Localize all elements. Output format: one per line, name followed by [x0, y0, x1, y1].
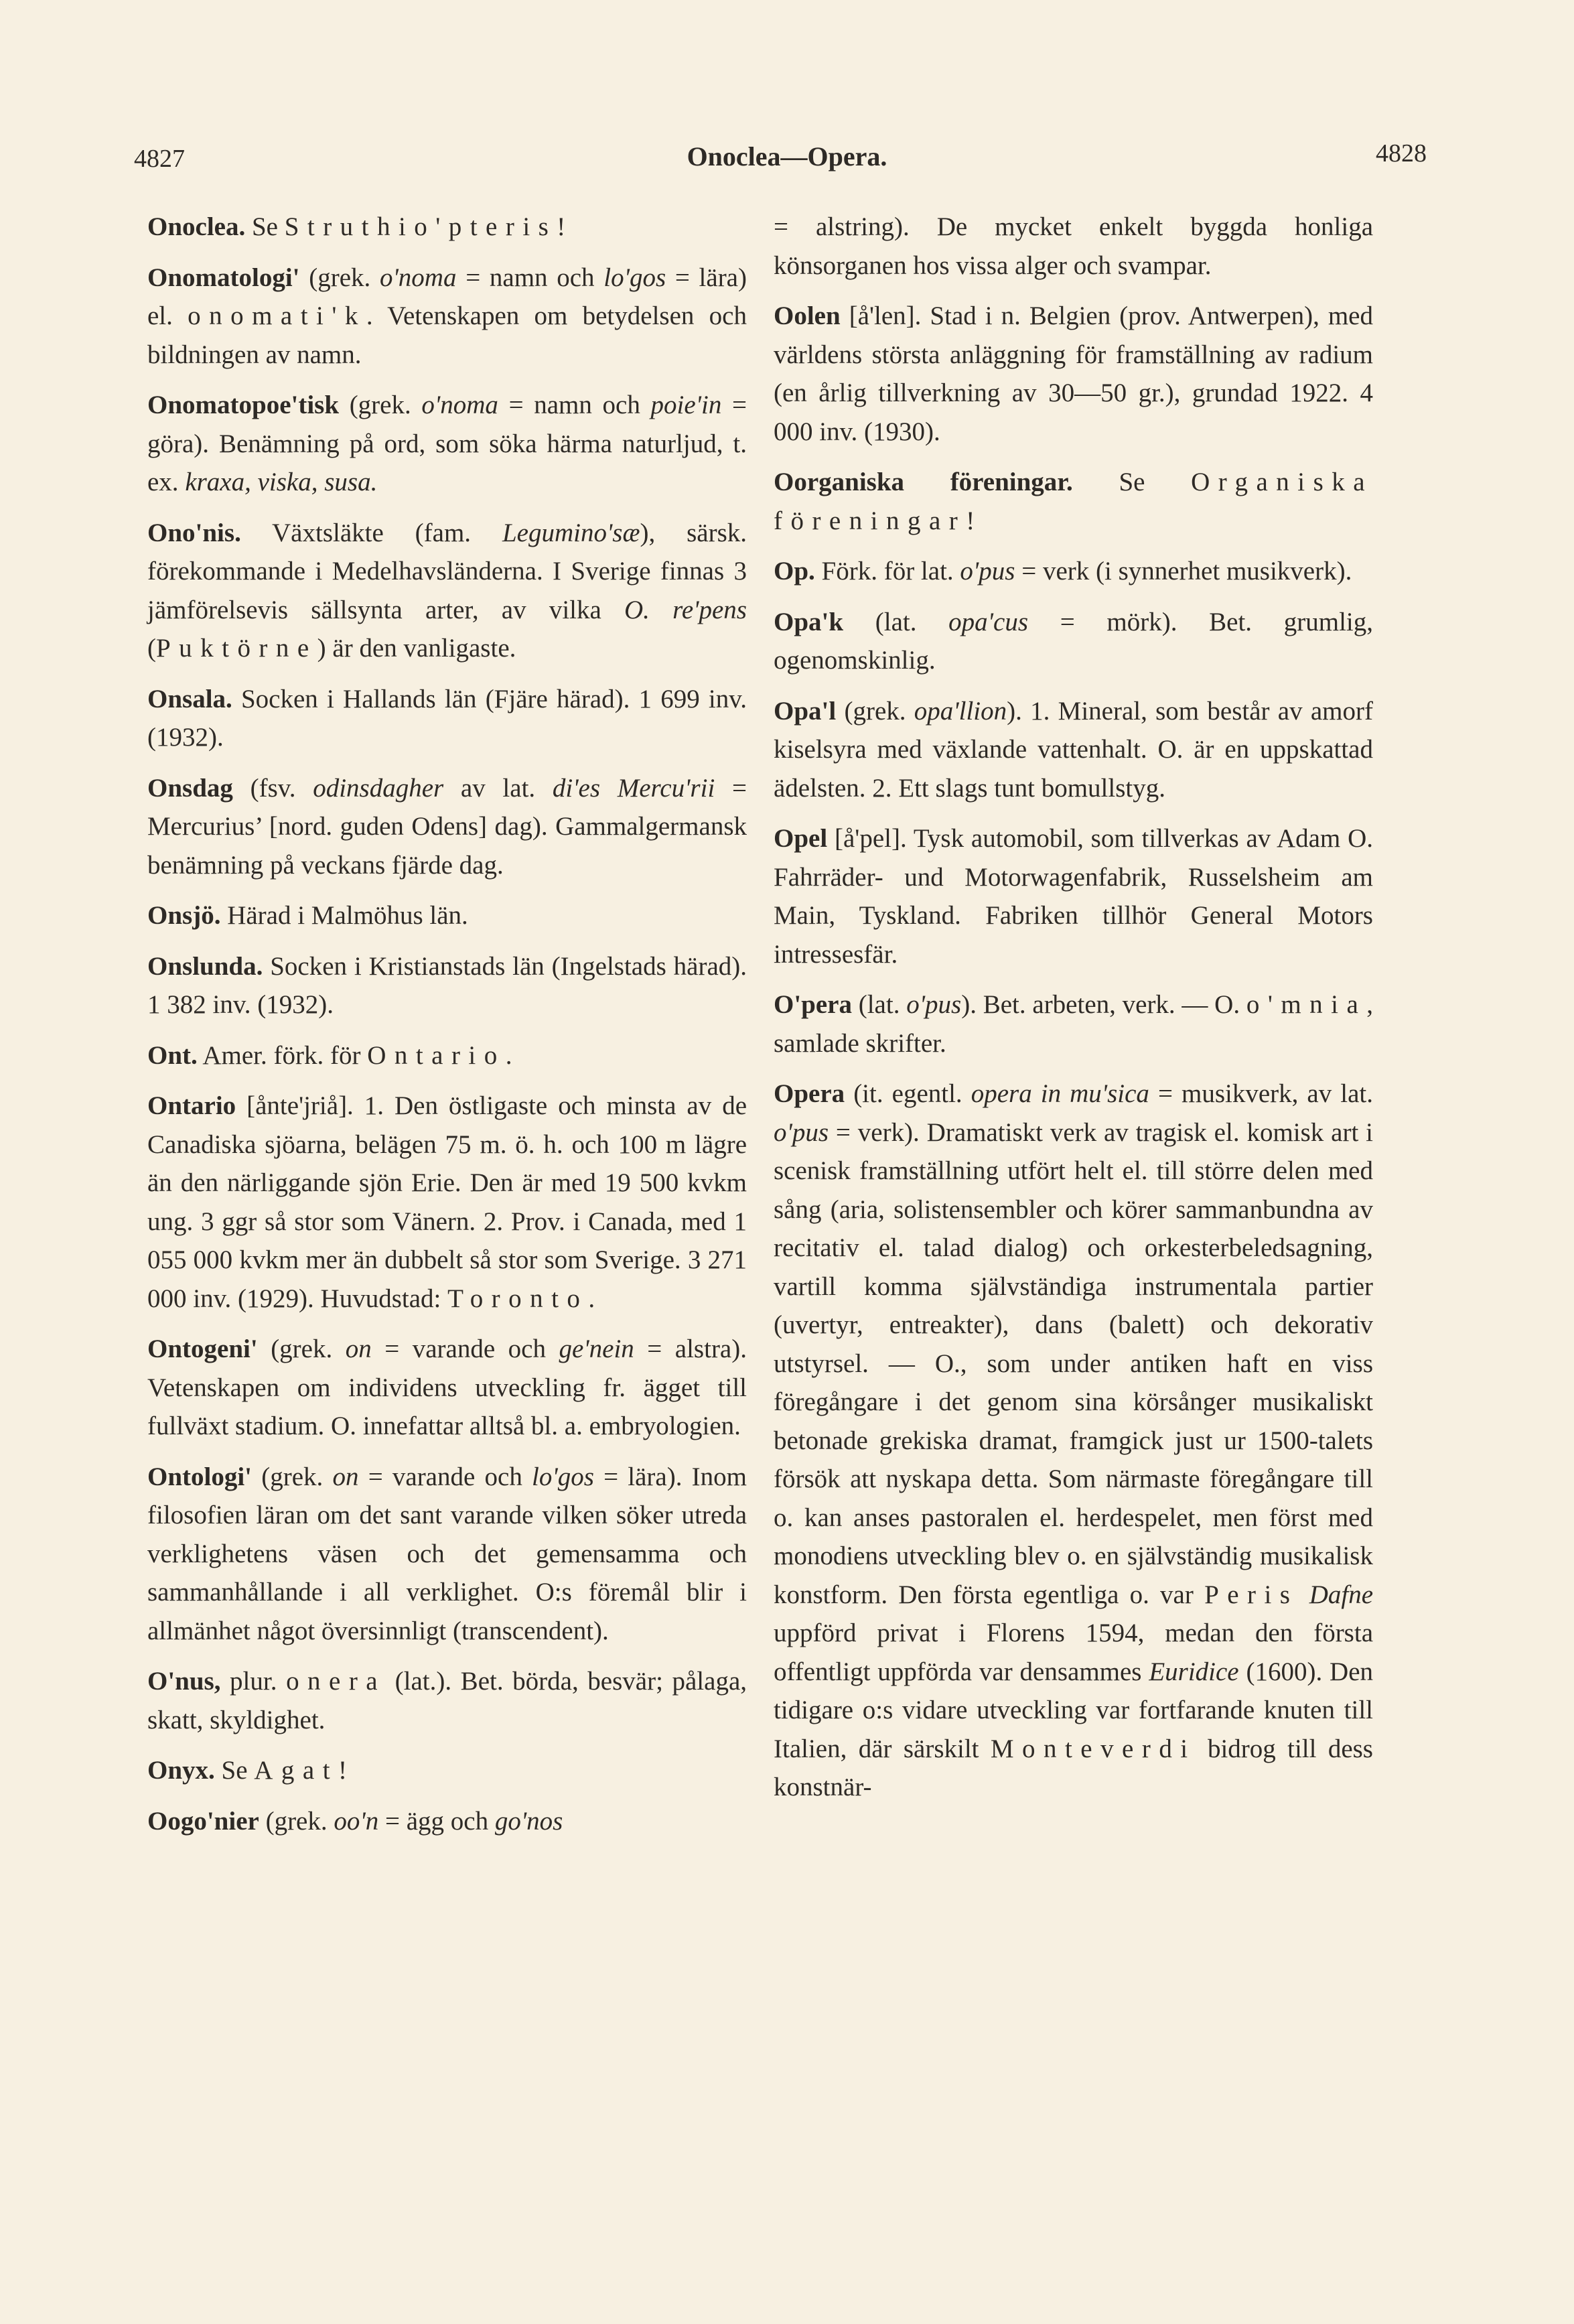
entry-onomatopoetisk [147, 386, 747, 502]
entry-text: Amer. förk. för [197, 1040, 368, 1070]
cross-reference: Puktörne [156, 634, 317, 663]
entry-text: = Mercurius’ [nord. guden Odens] dag). Gammalgermansk benämning på veckans fjärde dag. [147, 773, 747, 880]
entry-text [1298, 1580, 1309, 1609]
spaced-term: o'mnia [1246, 990, 1367, 1019]
entry-oolen [774, 297, 1373, 451]
headword: Onslunda. [147, 951, 263, 981]
headword: Opa'k [774, 607, 844, 636]
headword: Ontogeni' [147, 1335, 258, 1363]
entry-text: Härad i Malmöhus län. [220, 901, 468, 930]
entry-text: Socken i Kristianstads län (Ingelstads härad). 1 382 inv. (1932). [147, 951, 747, 1019]
entry-text: (grek. [259, 1806, 334, 1836]
etymology-term: o'noma [379, 263, 457, 292]
headword: Oogo'nier [147, 1806, 259, 1836]
entry-text: Se [214, 1756, 255, 1785]
entry-text: Socken i Hallands län (Fjäre härad). 1 699 inv. (1932). [147, 684, 747, 752]
entry-text: ). 1. Mineral, som består av amorf kiselsyra med växlande vattenhalt. O. är en uppskattad ädelsten. 2. Ett slags tunt bomullstyg. [774, 696, 1373, 803]
work-title: Euridice [1149, 1657, 1239, 1686]
work-title: Dafne [1309, 1580, 1373, 1609]
entry-text: [å'len]. Stad i n. Belgien (prov. Antwerpen), med världens största anläggning för framställning av radium (en årlig tillverkning av 30—50 gr.), grundad 1922. 4 000 inv. (1930). [774, 301, 1373, 446]
headword: Opa'l [774, 696, 837, 726]
etymology-term: di'es Mercu'rii [552, 773, 715, 803]
entry-text: [å'pel]. Tysk automobil, som tillverkas av Adam O. Fahrräder- und Motorwagenfabrik, Russelsheim am Main, Tyskland. Fabriken tillhör General Motors intressesfär. [774, 824, 1373, 969]
entry-onomatologi [147, 259, 747, 374]
entry-text: = lära). Inom filosofien läran om det sant varande vilken söker utreda verklighetens väsen och det gemensamma och sammanhållande i all verklighet. O:s föremål blir i allmänhet något översinnligt (transcendent). [147, 1462, 747, 1645]
etymology-term: on [345, 1335, 372, 1363]
etymology-term: oo'n [334, 1806, 379, 1836]
etymology-term: o'noma [421, 391, 498, 419]
etymology-term: odinsdagher [313, 773, 444, 803]
headword: Ont. [147, 1040, 198, 1070]
person-name: Peris [1204, 1580, 1299, 1609]
entry-text: ! [557, 212, 566, 241]
entry-opak [774, 603, 1373, 680]
etymology-term: Legumino'sæ [502, 518, 640, 547]
entry-text: Förk. för lat. [814, 557, 960, 586]
entry-ononis [147, 514, 747, 668]
entry-text: (fsv. [232, 773, 313, 803]
etymology-term: opa'cus [948, 607, 1028, 636]
page-number-left: 4827 [134, 145, 185, 173]
headword: Onomatologi' [147, 263, 300, 292]
page-number-right: 4828 [1376, 139, 1427, 167]
entry-text: = göra). Benämning på ord, som söka härma naturljud, t. ex. [147, 391, 747, 496]
example-words: kraxa, viska, susa. [185, 468, 378, 496]
entry-text: ( [147, 634, 156, 663]
entry-oogonier [147, 1802, 747, 1841]
headword: Onsdag [147, 773, 233, 803]
entry-text: = musikverk, av lat. [1149, 1079, 1374, 1108]
entry-opera-lat [774, 985, 1373, 1063]
entry-text: (lat. [851, 990, 907, 1019]
etymology-term: opera in mu'sica [971, 1079, 1149, 1108]
etymology-term: go'nos [494, 1806, 563, 1836]
entry-text: Se [245, 212, 285, 241]
cross-reference: Organiska föreningar [774, 468, 1374, 535]
entry-text: , samlade skrifter. [774, 990, 1373, 1058]
entry-text: Se [1072, 468, 1192, 496]
entry-text: (1600). Den tidigare o:s vidare utveckling var fortfarande knuten till Italien, där särskilt [774, 1657, 1374, 1763]
headword: Ontario [147, 1091, 236, 1120]
page-title: Onoclea—Opera. [687, 141, 887, 172]
headword: Oorganiska föreningar. [774, 468, 1073, 496]
left-column [147, 208, 747, 1852]
entry-text: = mörk). Bet. grumlig, ogenomskinlig. [774, 607, 1373, 675]
entry-ontologi [147, 1458, 747, 1651]
headword: Opera [774, 1079, 845, 1108]
entry-text: ), särsk. förekommande i Medelhavsländerna. I Sverige finnas 3 jämförelsevis sällsynta arter, av vilka [147, 518, 747, 624]
entry-ontogeni [147, 1330, 747, 1446]
entry-text: bidrog till dess konstnär- [774, 1734, 1373, 1801]
headword: Ontologi' [147, 1462, 253, 1491]
headword: Onsala. [147, 684, 232, 713]
entry-text: ! [966, 506, 975, 535]
entry-text: = verk). Dramatiskt verk av tragisk el. komisk art i scenisk framställning utfört helt el. till större delen med sång (aria, solistensembler och körer sammanbundna av recitativ el. talad dialog) och orkesterbeledsagning, vartill komma självständiga instrumentala partier (uvertyr, entreakter), dans (balett) och dekorativ utstyrsel. — O., som under antiken haft en viss föregångare i det genom sina körsånger musikaliskt betonade grekiska dramat, framgick just ur 1500-talets försök att nyskapa detta. Som närmaste föregångare till o. kan anses pastoralen el. herdespelet, men först med monodiens utveckling blev o. en självständig musikalisk konstform. Den första egentliga o. var [774, 1117, 1373, 1609]
entry-onsala [147, 680, 747, 757]
entry-text: = lära) el. [147, 263, 747, 330]
entry-opel [774, 819, 1373, 973]
entry-text: . Vetenskapen om betydelsen och bildningen av namn. [147, 301, 747, 369]
etymology-term: lo'gos [603, 263, 666, 292]
entry-text: (grek. [257, 1335, 346, 1363]
etymology-term: o'pus [906, 990, 962, 1019]
etymology-term: lo'gos [532, 1462, 594, 1491]
person-name: Monteverdi [990, 1734, 1196, 1763]
etymology-term: o'pus [774, 1117, 829, 1147]
entry-text: av lat. [443, 773, 553, 803]
entry-text: = ägg och [378, 1806, 495, 1836]
headword: Onsjö. [147, 901, 221, 930]
headword: Onyx. [147, 1756, 215, 1785]
entry-text: ) är den vanligaste. [317, 634, 516, 663]
entry-text: = alstring). De mycket enkelt byggda honliga könsorganen hos vissa alger och svampar. [774, 212, 1373, 280]
spaced-term: onera [286, 1667, 386, 1696]
entry-oorganiska-foreningar [774, 463, 1373, 540]
headword: O'pera [774, 990, 852, 1019]
entry-text: = verk (i synnerhet musikverk). [1015, 557, 1352, 586]
entry-text: (grek. [252, 1462, 333, 1491]
entry-text: . [505, 1040, 512, 1070]
entry-text: [ånte'jriå]. 1. Den östligaste och minsta av de Canadiska sjöarna, belägen 75 m. ö. h. och 100 m lägre än den närliggande sjön Erie. Den är med 19 500 kvkm ung. 3 ggr så stor som Vänern. 2. Prov. i Canada, med 1 055 000 kvkm mer än dubbelt så stor som Sverige. 3 271 000 inv. (1929). Huvudstad: [147, 1091, 747, 1313]
cross-reference: onomati'k [188, 301, 366, 330]
entry-text: ). Bet. arbeten, verk. — O. [961, 990, 1246, 1019]
headword: Ono'nis. [147, 518, 241, 547]
entry-onus [147, 1662, 747, 1739]
entry-text: (lat. [843, 607, 949, 636]
cross-reference: Struthio'pteris [284, 212, 557, 241]
entry-oogonier-continued [774, 208, 1373, 285]
entry-text: = alstra). Vetenskapen om individens utveckling fr. ägget till fullväxt stadium. O. innefattar alltså bl. a. embryologien. [147, 1335, 747, 1440]
etymology-term: opa'llion [914, 696, 1007, 726]
headword: Onoclea. [147, 212, 246, 241]
entry-opal [774, 692, 1373, 808]
entry-onyx [147, 1751, 747, 1790]
entry-text: (lat.). Bet. börda, besvär; pålaga, skatt, skyldighet. [147, 1667, 747, 1734]
headword: Op. [774, 557, 815, 586]
right-column [774, 208, 1373, 1819]
entry-onoclea [147, 208, 747, 247]
etymology-term: on [332, 1462, 359, 1491]
entry-text: ! [338, 1756, 348, 1785]
entry-text: = namn och [456, 263, 604, 292]
entry-onslunda [147, 947, 747, 1024]
entry-ont [147, 1036, 747, 1075]
entry-text: (grek. [339, 391, 422, 419]
entry-text: (grek. [836, 696, 914, 726]
cross-reference: Toronto [447, 1284, 589, 1313]
entry-onsjo [147, 896, 747, 935]
cross-reference: Ontario [367, 1040, 506, 1070]
entry-text: (it. egentl. [845, 1079, 971, 1108]
entry-text: plur. [220, 1667, 287, 1696]
species-name: O. re'pens [624, 595, 747, 624]
headword: Opel [774, 824, 828, 853]
headword: O'nus, [147, 1667, 221, 1696]
entry-text: (grek. [299, 263, 380, 292]
cross-reference: Agat [254, 1756, 339, 1785]
entry-opera [774, 1075, 1373, 1807]
entry-text: Växtsläkte (fam. [240, 518, 502, 547]
entry-onsdag [147, 769, 747, 885]
entry-text: . [588, 1284, 595, 1313]
etymology-term: ge'nein [559, 1335, 634, 1363]
headword: Oolen [774, 301, 841, 330]
entry-text: = namn och [498, 391, 651, 419]
headword: Onomatopoe'tisk [147, 391, 340, 419]
etymology-term: poie'in [650, 391, 722, 419]
entry-op [774, 552, 1373, 591]
entry-text: = varande och [358, 1462, 532, 1491]
entry-text: = varande och [371, 1335, 559, 1363]
entry-ontario [147, 1087, 747, 1318]
etymology-term: o'pus [960, 557, 1015, 586]
entry-text: uppförd privat i Florens 1594, medan den första offentligt uppförda var densammes [774, 1619, 1373, 1686]
